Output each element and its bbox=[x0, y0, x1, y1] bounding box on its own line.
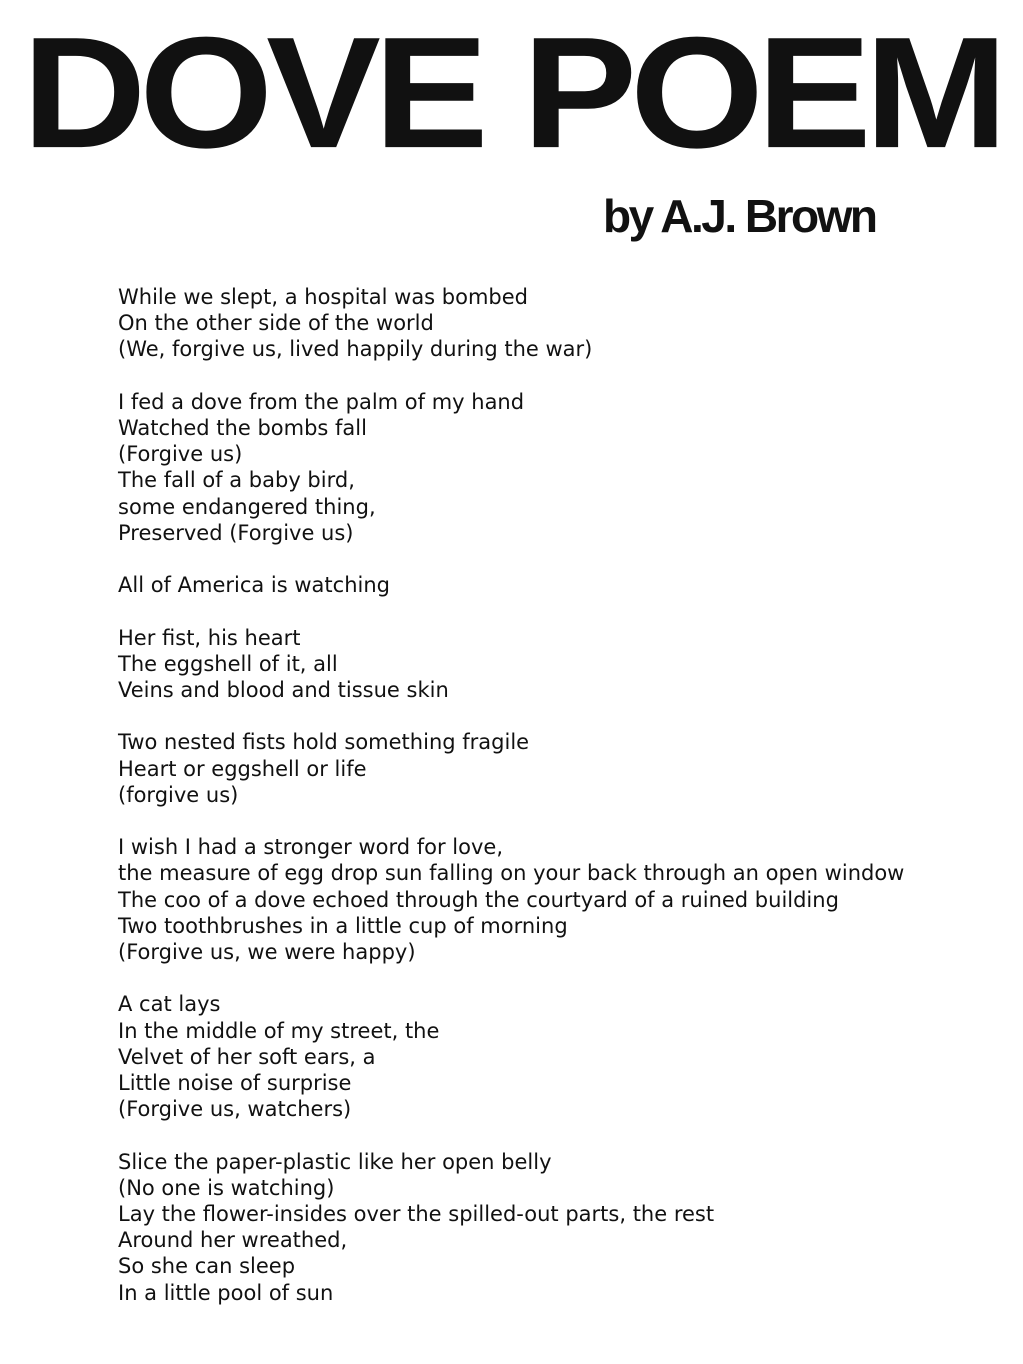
poem-stanza bbox=[118, 625, 998, 704]
poem-line: While we slept, a hospital was bombed bbox=[118, 285, 529, 309]
poem-line: In the middle of my street, the bbox=[118, 1018, 440, 1043]
poem-line: Heart or eggshell or life bbox=[118, 756, 367, 781]
poem-stanza bbox=[118, 389, 998, 546]
poem-line: (forgive us) bbox=[118, 782, 239, 807]
poem-line: Two toothbrushes in a little cup of morning bbox=[118, 913, 568, 938]
poem-stanza bbox=[118, 284, 998, 363]
poem-body bbox=[118, 284, 998, 1332]
poem-line: (Forgive us, we were happy) bbox=[118, 940, 416, 964]
poem-line: Veins and blood and tissue skin bbox=[118, 678, 449, 702]
poem-stanza bbox=[118, 572, 998, 598]
poem-line: Velvet of her soft ears, a bbox=[118, 1044, 376, 1069]
poem-line: Little noise of surprise bbox=[118, 1071, 352, 1095]
poem-stanza bbox=[118, 991, 998, 1122]
poem-line: Watched the bombs fall bbox=[118, 416, 367, 440]
poem-line: The coo of a dove echoed through the courtyard of a ruined building bbox=[118, 887, 839, 912]
poem-line: The fall of a baby bird, bbox=[118, 468, 355, 493]
poem-line: Lay the flower-insides over the spilled-out parts, the rest bbox=[118, 1202, 715, 1226]
poem-line: So she can sleep bbox=[118, 1254, 296, 1279]
poem-line: In a little pool of sun bbox=[118, 1280, 334, 1305]
poem-line: The eggshell of it, all bbox=[118, 651, 338, 676]
poem-title: DOVE POEM bbox=[22, 4, 1001, 182]
poem-line: I wish I had a stronger word for love, bbox=[118, 835, 504, 860]
poem-line: I fed a dove from the palm of my hand bbox=[118, 389, 525, 414]
poem-line: (Forgive us, watchers) bbox=[118, 1097, 352, 1122]
author-byline: by A.J. Brown bbox=[603, 190, 876, 242]
poem-line: (Forgive us) bbox=[118, 442, 243, 467]
poem-line: (We, forgive us, lived happily during the war) bbox=[118, 337, 593, 362]
poem-line: (No one is watching) bbox=[118, 1175, 335, 1200]
poem-line: Slice the paper-plastic like her open belly bbox=[118, 1149, 552, 1174]
poem-line: Preserved (Forgive us) bbox=[118, 520, 354, 545]
poem-stanza bbox=[118, 1149, 998, 1306]
poem-line: All of America is watching bbox=[118, 573, 390, 598]
poem-line: A cat lays bbox=[118, 992, 221, 1017]
poem-line: some endangered thing, bbox=[118, 494, 376, 519]
poem-line: the measure of egg drop sun falling on your back through an open window bbox=[118, 861, 905, 886]
poem-stanza bbox=[118, 729, 998, 808]
poem-line: Around her wreathed, bbox=[118, 1228, 348, 1253]
poem-stanza bbox=[118, 834, 998, 965]
poem-line: On the other side of the world bbox=[118, 311, 434, 336]
poem-line: Her fist, his heart bbox=[118, 625, 301, 650]
poem-line: Two nested fists hold something fragile bbox=[118, 730, 530, 755]
